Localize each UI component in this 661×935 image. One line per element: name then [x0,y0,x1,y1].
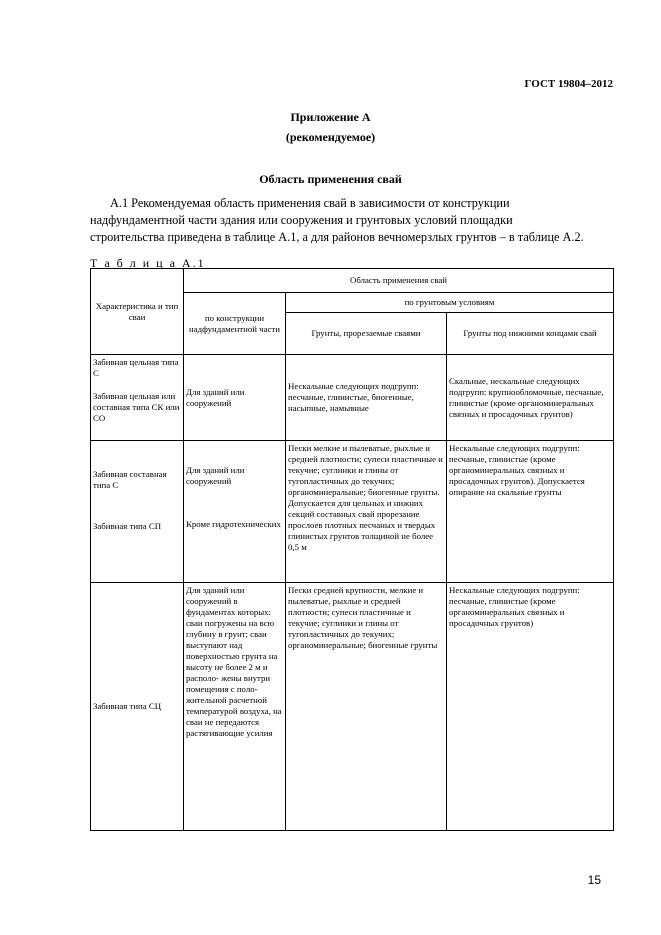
construction-cell [184,441,286,583]
header-application-area: Область применения свай [184,269,614,293]
table-row [91,355,614,441]
paragraph-line: А.1 Рекомендуемая область применения свай в зависимости от конструкции [110,196,510,210]
soils-under-cell: Нескальные следующих подгрупп: песчаные, глинистые (кроме органоминеральных связных и просадочных грунтов) [447,583,614,831]
table-caption: Т а б л и ц а А.1 [90,256,206,270]
header-construction: по конструкции надфундаментной части [184,293,286,355]
header-pile-type: Характеристика и тип сваи [91,269,184,355]
soils-under-cell: Нескальные следующих подгрупп: песчаные, глинистые (кроме органоминеральных связных и просадочных грунтов). Допускается опирание на скальные грунты [447,441,614,583]
header-soil-conditions: по грунтовым условиям [286,293,614,313]
paragraph-line: надфундаментной части здания или сооружения и грунтовых условий площадки [90,213,513,227]
page-number: 15 [587,873,601,887]
pile-type-label: Забивная цельная типа С [93,357,179,378]
soils-pierced-cell: Нескальные следующих подгрупп: песчаные, глинистые, биогенные, насыпные, намывные [286,355,447,441]
construction-label: Кроме гидротехнических [186,519,281,529]
soils-pierced-cell: Пески мелкие и пылеватые, рыхлые и средней плотности; супеси пластичные и текучие; суглинки и глины от тугопластичных до текучих; органоминеральные; биогенные грунты. Допускается для цельных и нижних секций составных свай прорезание прослоев плотных песчаных и твердых глинистых грунтов толщиной не более 0,5 м [286,441,447,583]
appendix-subtitle: (рекомендуемое) [285,130,376,144]
pile-application-table [90,268,614,831]
soils-under-cell: Скальные, нескальные следующих подгрупп: крупнообломочные, песчаные, глинистые (кроме органоминеральных связных и просадочных грунтов) [447,355,614,441]
pile-type-label: Забивная типа СП [93,521,162,531]
pile-type-label: Забивная цельная или составная типа СК или СО [93,391,180,423]
table-row [91,441,614,583]
construction-cell: Для зданий или сооружений [184,355,286,441]
pile-type-cell [91,355,184,441]
intro-paragraph [90,195,615,246]
appendix-title: Приложение А [290,110,371,124]
section-title: Область применения свай [259,172,402,186]
header-soils-pierced: Грунты, прорезаемые сваями [286,313,447,355]
pile-type-cell [91,441,184,583]
construction-label: Для зданий или сооружений [186,465,245,486]
paragraph-line: строительства приведена в таблице А.1, а для районов вечномерзлых грунтов – в таблице А.2. [90,230,584,244]
table-row [91,583,614,831]
construction-cell: Для зданий или сооружений в фундаментах которых: сваи погружены на всю глубину в грунт; сваи выступают над поверхностью грунта на высоту не более 2 м и располо- жены внутри помещения с поло- жительной расчетной температурой воздуха, на сваи не передаются растягивающие усилия [184,583,286,831]
header-soils-under: Грунты под нижними концами свай [447,313,614,355]
pile-type-cell: Забивная типа СЦ [91,583,184,831]
pile-type-label: Забивная составная типа С [93,469,167,490]
standard-code: ГОСТ 19804–2012 [524,78,613,90]
soils-pierced-cell: Пески средней крупности, мелкие и пылеватые, рыхлые и средней плотности; супеси пластичные и текучие; суглинки и глины от тугопластичных до текучих; органоминеральные; биогенные грунты [286,583,447,831]
